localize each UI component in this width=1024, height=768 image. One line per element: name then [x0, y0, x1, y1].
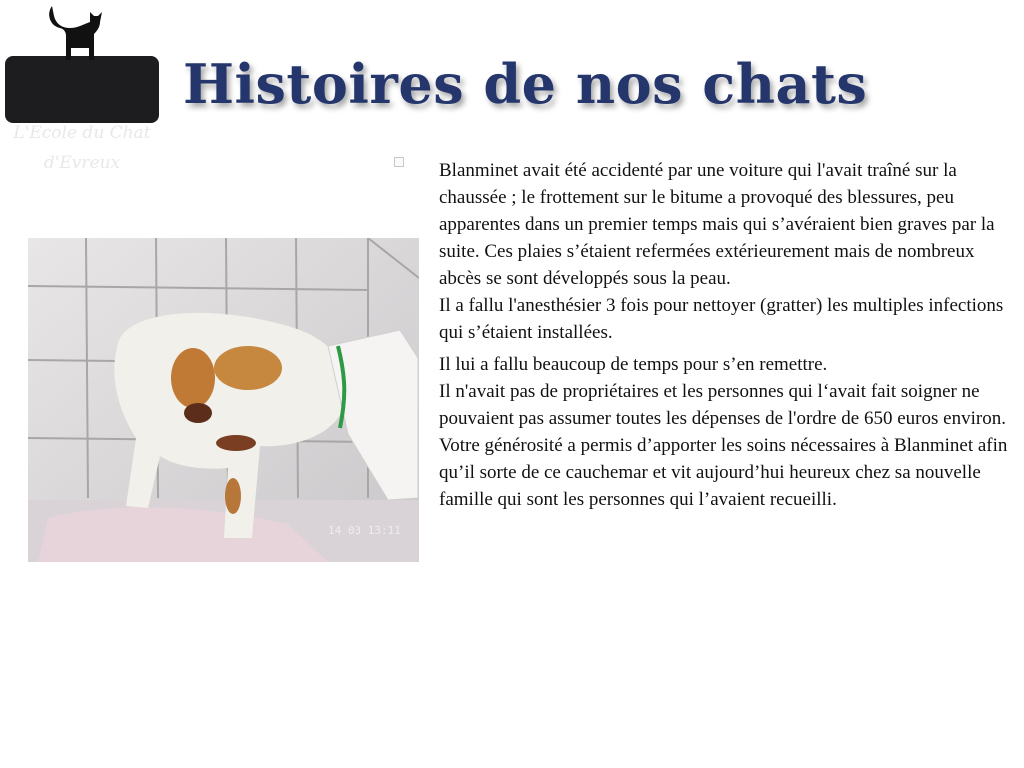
- school-logo: [5, 56, 159, 173]
- story-paragraph: Blanminet avait été accidenté par une voiture qui l'avait traîné sur la chaussée ; le frottement sur le bitume a provoqué des blessures, peu apparentes dans un premier temps mais qui s’avéraient bien graves par la suite. Ces plaies s’étaient refermées extérieurement mais de nombreux abcès se sont développés sous la peau.: [439, 160, 995, 289]
- page-title: Histoires de nos chats: [183, 52, 868, 116]
- logo-line2: d'Evreux: [43, 153, 121, 173]
- story-paragraph: Il a fallu l'anesthésier 3 fois pour nettoyer (gratter) les multiples infections qui s’étaient installées.: [439, 295, 1004, 343]
- cat-silhouette-icon: [44, 4, 114, 64]
- story-paragraph: Il n'avait pas de propriétaires et les personnes qui l‘avait fait soigner ne pouvaient pas assumer toutes les dépenses de l'ordre de 650 euros environ.: [439, 381, 1006, 429]
- logo-line1: L'Ecole du Chat: [13, 123, 151, 143]
- story-text: [439, 157, 1017, 513]
- broken-image-icon: [394, 157, 404, 167]
- cat-photo: [28, 238, 419, 562]
- story-paragraph: Il lui a fallu beaucoup de temps pour s’en remettre.: [439, 354, 828, 375]
- story-paragraph: Votre générosité a permis d’apporter les soins nécessaires à Blanminet afin qu’il sorte de ce cauchemar et vit aujourd’hui heureux chez sa nouvelle famille qui sont les personnes qui l’avaient recueilli.: [439, 435, 1008, 510]
- photo-date-stamp: 14 03 13:11: [328, 524, 401, 537]
